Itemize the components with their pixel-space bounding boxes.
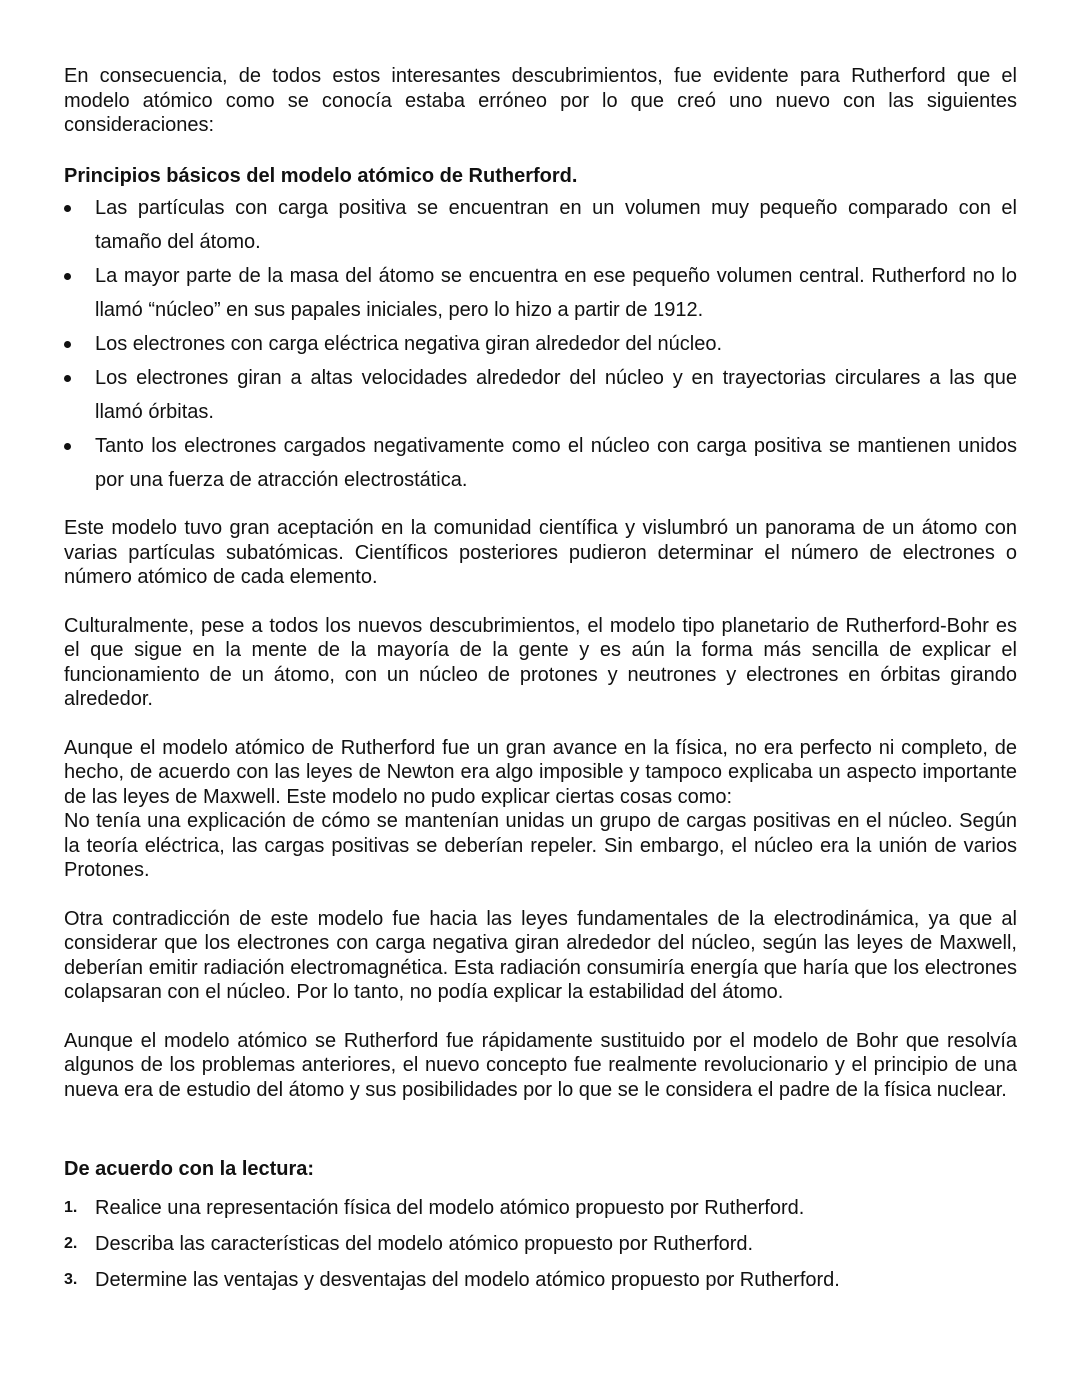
bullet-icon — [64, 205, 71, 212]
principles-heading: Principios básicos del modelo atómico de Rutherford. — [64, 164, 578, 187]
questions-list — [64, 1190, 1017, 1298]
principles-list — [64, 191, 1017, 497]
question-text: Describa las características del modelo atómico propuesto por Rutherford. — [95, 1232, 754, 1255]
question-text: Realice una representación física del modelo atómico propuesto por Rutherford. — [95, 1196, 805, 1219]
charges-paragraph: No tenía una explicación de cómo se mantenían unidas un grupo de cargas positivas en el núcleo. Según la teoría eléctrica, las cargas positivas se deberían repeler. Sin embargo, el núcleo era la unión de varios Protones. — [64, 810, 1017, 881]
acceptance-paragraph: Este modelo tuvo gran aceptación en la comunidad científica y vislumbró un panorama de un átomo con varias partículas subatómicas. Científicos posteriores pudieron determinar el número de electrones o número atómico de cada elemento. — [64, 517, 1017, 588]
legacy-paragraph: Aunque el modelo atómico se Rutherford fue rápidamente sustituido por el modelo de Bohr que resolvía algunos de los problemas anteriores, el nuevo concepto fue realmente revolucionario y el principio de una nueva era de estudio del átomo y sus posibilidades por lo que se le considera el padre de la física nuclear. — [64, 1029, 1017, 1101]
contradiction-paragraph: Otra contradicción de este modelo fue hacia las leyes fundamentales de la electrodinámica, ya que al considerar que los electrones con carga negativa giran alrededor del núcleo, según las leyes de Maxwell, deberían emitir radiación electromagnética. Esta radiación consumiría energía que haría que los electrones colapsaran con el núcleo. Por lo tanto, no podía explicar la estabilidad del átomo. — [64, 907, 1017, 1003]
cultural-paragraph: Culturalmente, pese a todos los nuevos descubrimientos, el modelo tipo planetario de Rutherford-Bohr es el que sigue en la mente de la mayoría de la gente y es aún la forma más sencilla de explicar el funcionamiento de un átomo, con un núcleo de protones y neutrones y electrones en órbitas girando alrededor. — [64, 614, 1017, 710]
principle-item — [64, 327, 1017, 361]
question-text: Determine las ventajas y desventajas del modelo atómico propuesto por Rutherford. — [95, 1268, 840, 1291]
principle-item — [64, 361, 1017, 429]
bullet-icon — [64, 341, 71, 348]
limitations-paragraph: Aunque el modelo atómico de Rutherford fue un gran avance en la física, no era perfecto ni completo, de hecho, de acuerdo con las leyes de Newton era algo imposible y tampoco explicaba un aspecto importante de las leyes de Maxwell. Este modelo no pudo explicar ciertas cosas como: — [64, 736, 1017, 808]
question-item — [64, 1190, 1017, 1226]
bullet-icon — [64, 375, 71, 382]
principle-item — [64, 191, 1017, 259]
principle-item — [64, 429, 1017, 497]
bullet-icon — [64, 273, 71, 280]
question-number: 2. — [64, 1234, 78, 1252]
question-item — [64, 1226, 1017, 1262]
question-item — [64, 1262, 1017, 1298]
principle-item — [64, 259, 1017, 327]
principle-text: Los electrones con carga eléctrica negativa giran alrededor del núcleo. — [95, 333, 723, 355]
principle-text: La mayor parte de la masa del átomo se encuentra en ese pequeño volumen central. Rutherford no lo llamó “núcleo” en sus papales iniciales, pero lo hizo a partir de 1912. — [95, 265, 1017, 321]
document-page — [64, 64, 1017, 1298]
principle-text: Tanto los electrones cargados negativamente como el núcleo con carga positiva se mantienen unidos por una fuerza de atracción electrostática. — [95, 435, 1017, 491]
principle-text: Las partículas con carga positiva se encuentran en un volumen muy pequeño comparado con el tamaño del átomo. — [95, 197, 1017, 253]
question-number: 3. — [64, 1270, 78, 1288]
question-number: 1. — [64, 1198, 78, 1216]
principle-text: Los electrones giran a altas velocidades alrededor del núcleo y en trayectorias circulares a las que llamó órbitas. — [95, 367, 1017, 423]
bullet-icon — [64, 443, 71, 450]
questions-heading: De acuerdo con la lectura: — [64, 1158, 315, 1180]
intro-paragraph: En consecuencia, de todos estos interesantes descubrimientos, fue evidente para Rutherford que el modelo atómico como se conocía estaba erróneo por lo que creó uno nuevo con las siguientes consideraciones: — [64, 65, 1017, 136]
